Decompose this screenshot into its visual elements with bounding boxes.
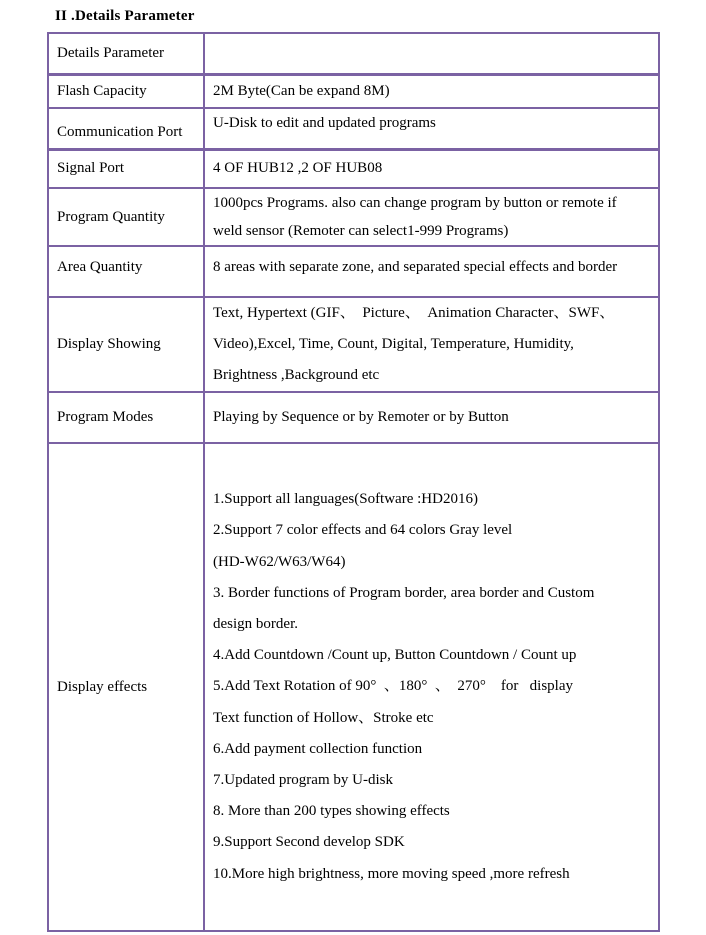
table-row [48,108,659,149]
row-value: 8 areas with separate zone, and separated special effects and border [204,246,659,297]
effect-item: (HD-W62/W63/W64) [213,553,346,570]
table-row [48,297,659,392]
row-value: 4 OF HUB12 ,2 OF HUB08 [204,149,659,188]
details-parameter-table [47,32,660,932]
effect-item: 4.Add Countdown /Count up, Button Countdown / Count up [213,647,577,664]
value-line: 1000pcs Programs. also can change program by button or remote if [213,195,617,211]
row-value [204,297,659,392]
effect-item: 9.Support Second develop SDK [213,834,405,851]
effect-item: 1.Support all languages(Software :HD2016) [213,491,478,508]
table-row [48,74,659,108]
effect-item: 3. Border functions of Program border, area border and Custom [213,584,595,601]
effect-item: 5.Add Text Rotation of 90° 、180° 、 270° for display [213,678,573,695]
value-line: Text, Hypertext (GIF、 Picture、 Animation Character、SWF、 [213,305,615,321]
row-label: Flash Capacity [48,74,204,108]
row-value [204,188,659,246]
section-title: II .Details Parameter [55,8,195,24]
table-row [48,443,659,931]
row-label: Area Quantity [48,246,204,297]
row-value [204,443,659,931]
effect-item: 7.Updated program by U-disk [213,772,393,788]
value-line: Brightness ,Background etc [213,367,380,383]
row-value: 2M Byte(Can be expand 8M) [204,74,659,108]
effect-item: 8. More than 200 types showing effects [213,803,450,820]
row-value: U-Disk to edit and updated programs [204,108,659,149]
value-line: Video),Excel, Time, Count, Digital, Temperature, Humidity, [213,336,574,352]
row-label: Details Parameter [48,33,204,74]
effect-item: Text function of Hollow、Stroke etc [213,709,434,726]
row-label: Display Showing [48,297,204,392]
table-row [48,149,659,188]
effect-item: 2.Support 7 color effects and 64 colors Gray level [213,522,513,539]
row-label: Communication Port [48,108,204,149]
row-value [204,33,659,74]
table-row [48,392,659,443]
row-label: Display effects [48,443,204,931]
row-label: Signal Port [48,149,204,188]
row-label: Program Modes [48,392,204,443]
value-line: weld sensor (Remoter can select1-999 Programs) [213,223,509,239]
table-row [48,33,659,74]
effect-item: design border. [213,615,298,632]
table-row [48,246,659,297]
effect-item: 6.Add payment collection function [213,740,423,757]
row-value: Playing by Sequence or by Remoter or by Button [204,392,659,443]
row-label: Program Quantity [48,188,204,246]
effect-item: 10.More high brightness, more moving speed ,more refresh [213,865,570,882]
table-row [48,188,659,246]
